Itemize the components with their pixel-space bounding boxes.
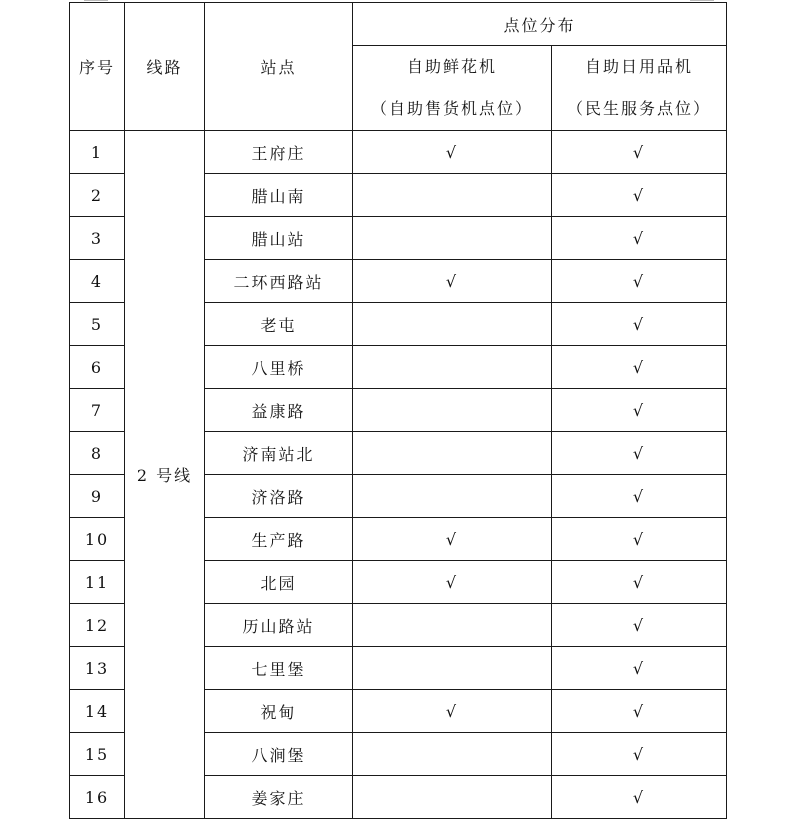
header-flower-machine-note: （自助售货机点位）: [370, 99, 533, 118]
station-name: 腊山南: [205, 174, 353, 217]
row-number: 15: [70, 733, 125, 776]
row-number: 3: [70, 217, 125, 260]
row-number: 10: [70, 518, 125, 561]
header-daily-machine-label: 自助日用品机: [585, 57, 694, 76]
row-number: 7: [70, 389, 125, 432]
header-daily-machine-note: （民生服务点位）: [567, 99, 712, 118]
station-name: 八涧堡: [205, 733, 353, 776]
flower-machine-check: [353, 174, 552, 217]
daily-machine-check: √: [552, 604, 727, 647]
line-name-cell: 2 号线: [125, 131, 205, 819]
header-station: 站点: [205, 3, 353, 131]
daily-machine-check: √: [552, 131, 727, 174]
station-name: 济洛路: [205, 475, 353, 518]
flower-machine-check: [353, 776, 552, 819]
flower-machine-check: [353, 475, 552, 518]
station-name: 北园: [205, 561, 353, 604]
daily-machine-check: √: [552, 217, 727, 260]
row-number: 4: [70, 260, 125, 303]
daily-machine-check: √: [552, 303, 727, 346]
station-name: 王府庄: [205, 131, 353, 174]
header-distribution: 点位分布: [353, 3, 727, 46]
flower-machine-check: [353, 217, 552, 260]
row-number: 16: [70, 776, 125, 819]
station-name: 祝甸: [205, 690, 353, 733]
daily-machine-check: √: [552, 260, 727, 303]
row-number: 8: [70, 432, 125, 475]
station-name: 益康路: [205, 389, 353, 432]
daily-machine-check: √: [552, 561, 727, 604]
row-number: 9: [70, 475, 125, 518]
header-no: 序号: [70, 3, 125, 131]
flower-machine-check: [353, 346, 552, 389]
header-line: 线路: [125, 3, 205, 131]
row-number: 11: [70, 561, 125, 604]
station-name: 七里堡: [205, 647, 353, 690]
daily-machine-check: √: [552, 174, 727, 217]
daily-machine-check: √: [552, 690, 727, 733]
flower-machine-check: √: [353, 561, 552, 604]
station-name: 生产路: [205, 518, 353, 561]
daily-machine-check: √: [552, 733, 727, 776]
table-row: [70, 131, 727, 174]
daily-machine-check: √: [552, 432, 727, 475]
flower-machine-check: [353, 604, 552, 647]
daily-machine-check: √: [552, 346, 727, 389]
row-number: 2: [70, 174, 125, 217]
flower-machine-check: [353, 303, 552, 346]
flower-machine-check: [353, 647, 552, 690]
daily-machine-check: √: [552, 475, 727, 518]
daily-machine-check: √: [552, 389, 727, 432]
flower-machine-check: [353, 389, 552, 432]
header-flower-machine-label: 自助鲜花机: [406, 57, 497, 76]
table-body: [70, 131, 727, 819]
row-number: 13: [70, 647, 125, 690]
row-number: 5: [70, 303, 125, 346]
daily-machine-check: √: [552, 776, 727, 819]
flower-machine-check: √: [353, 518, 552, 561]
header-daily-machine: [552, 46, 727, 131]
header-flower-machine: [353, 46, 552, 131]
row-number: 6: [70, 346, 125, 389]
station-distribution-table: [69, 2, 727, 819]
station-name: 八里桥: [205, 346, 353, 389]
row-number: 12: [70, 604, 125, 647]
flower-machine-check: √: [353, 131, 552, 174]
station-name: 老屯: [205, 303, 353, 346]
station-name: 姜家庄: [205, 776, 353, 819]
daily-machine-check: √: [552, 518, 727, 561]
flower-machine-check: [353, 432, 552, 475]
station-name: 济南站北: [205, 432, 353, 475]
station-name: 历山路站: [205, 604, 353, 647]
flower-machine-check: [353, 733, 552, 776]
daily-machine-check: √: [552, 647, 727, 690]
header-row-1: [70, 3, 727, 46]
station-name: 腊山站: [205, 217, 353, 260]
flower-machine-check: √: [353, 260, 552, 303]
row-number: 14: [70, 690, 125, 733]
row-number: 1: [70, 131, 125, 174]
station-name: 二环西路站: [205, 260, 353, 303]
flower-machine-check: √: [353, 690, 552, 733]
